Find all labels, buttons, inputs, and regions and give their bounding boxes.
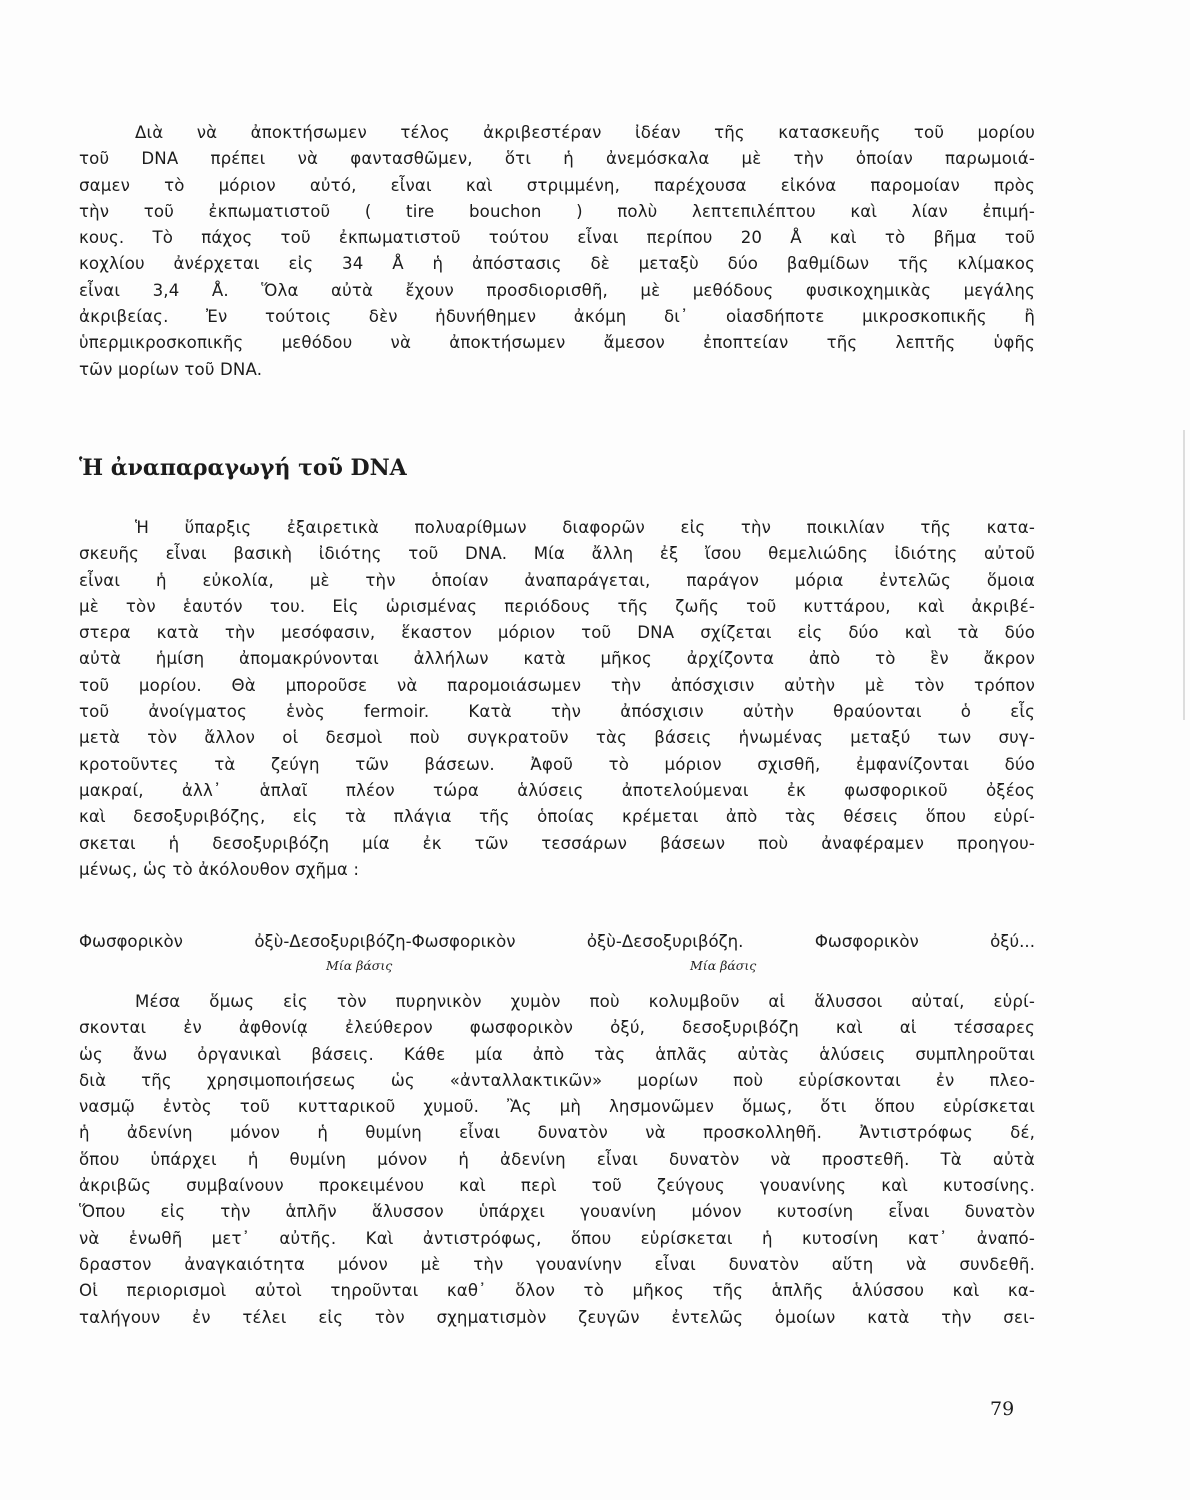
page-number: 79 xyxy=(990,1398,1015,1420)
text-line: διὰ τῆς χρησιμοποιήσεως ὡς «ἀνταλλακτικῶν» μορίων ποὺ εὑρίσκονται ἐν πλεο- xyxy=(79,1070,1035,1090)
text-line: τῶν μορίων τοῦ DNA. xyxy=(79,359,263,379)
text-line: δραστον ἀναγκαιότητα μόνον μὲ τὴν γουανίνην εἶναι δυνατὸν αὕτη νὰ συνδεθῆ. xyxy=(79,1254,1035,1274)
text-line: Ἡ ὕπαρξις ἐξαιρετικὰ πολυαρίθμων διαφορῶν εἰς τὴν ποικιλίαν τῆς κατα- xyxy=(135,518,1035,537)
text-line: ὑπερμικροσκοπικῆς μεθόδου νὰ ἀποκτήσωμεν ἄμεσον ἐποπτείαν τῆς λεπτῆς ὑφῆς xyxy=(79,333,1035,353)
paragraph-base-pairing xyxy=(79,989,1035,1331)
text-line: τοῦ μορίου. Θὰ μποροῦσε νὰ παρομοιάσωμεν τὴν ἀπόσχισιν αὐτὴν μὲ τὸν τρόπον xyxy=(79,675,1035,695)
text-line: ὡς ἄνω ὀργανικαὶ βάσεις. Κάθε μία ἀπὸ τὰς ἁπλᾶς αὐτὰς ἁλύσεις συμπληροῦται xyxy=(79,1044,1035,1064)
text-line: μὲ τὸν ἑαυτόν του. Εἰς ὡρισμένας περιόδους τῆς ζωῆς τοῦ κυττάρου, καὶ ἀκριβέ- xyxy=(79,596,1035,616)
text-line: σκονται ἐν ἀφθονίᾳ ἐλεύθερον φωσφορικὸν ὀξύ, δεσοξυριβόζη καὶ αἱ τέσσαρες xyxy=(79,1018,1035,1038)
paragraph-dna-replication xyxy=(79,515,1035,883)
text-line: τοῦ DNA πρέπει νὰ φαντασθῶμεν, ὅτι ἡ ἀνεμόσκαλα μὲ τὴν ὁποίαν παρωμοιά- xyxy=(79,149,1035,169)
text-line: σκευῆς εἶναι βασικὴ ἰδιότης τοῦ DNA. Μία ἄλλη ἐξ ἴσου θεμελιώδης ἰδιότης αὐτοῦ xyxy=(79,544,1035,564)
text-line: μακραί, ἀλλ᾽ ἁπλαῖ πλέον τώρα ἁλύσεις ἀποτελούμεναι ἐκ φωσφορικοῦ ὀξέος xyxy=(79,780,1035,800)
text-line: εἶναι 3,4 Å. Ὅλα αὐτὰ ἔχουν προσδιορισθῆ, μὲ μεθόδους φυσικοχημικὰς μεγάλης xyxy=(79,280,1035,300)
paragraph-helix-description xyxy=(79,120,1035,383)
text-line: τοῦ ἀνοίγματος ἑνὸς fermoir. Κατὰ τὴν ἀπόσχισιν αὐτὴν θραύονται ὁ εἷς xyxy=(79,702,1035,722)
text-line: Οἱ περιορισμοὶ αὐτοὶ τηροῦνται καθ᾽ ὅλον τὸ μῆκος τῆς ἁπλῆς ἁλύσσου καὶ κα- xyxy=(79,1281,1035,1301)
text-line: εἶναι ἡ εὐκολία, μὲ τὴν ὁποίαν ἀναπαράγεται, παράγον μόρια ἐντελῶς ὅμοια xyxy=(79,570,1035,590)
text-line: κροτοῦντες τὰ ζεύγη τῶν βάσεων. Ἀφοῦ τὸ μόριον σχισθῆ, ἐμφανίζονται δύο xyxy=(79,754,1035,774)
text-line: καὶ δεσοξυριβόζης, εἰς τὰ πλάγια τῆς ὁποίας κρέμεται ἀπὸ τὰς θέσεις ὅπου εὑρί- xyxy=(79,807,1035,827)
text-line: Ὅπου εἰς τὴν ἁπλῆν ἅλυσσον ὑπάρχει γουανίνη μόνον κυτοσίνη εἶναι δυνατὸν xyxy=(79,1202,1035,1222)
base-label: Μία βάσις xyxy=(326,958,393,973)
text-line: ὅπου ὑπάρχει ἡ θυμίνη μόνον ἡ ἀδενίνη εἶναι δυνατὸν νὰ προστεθῆ. Τὰ αὐτὰ xyxy=(79,1149,1035,1169)
text-line: μετὰ τὸν ἄλλον οἱ δεσμοὶ ποὺ συγκρατοῦν τὰς βάσεις ἡνωμένας μεταξύ των συγ- xyxy=(79,728,1035,748)
text-line: ἀκριβῶς συμβαίνουν προκειμένου καὶ περὶ τοῦ ζεύγους γουανίνης καὶ κυτοσίνης. xyxy=(79,1176,1035,1196)
text-line: τὴν τοῦ ἐκπωματιστοῦ ( tire bouchon ) πολὺ λεπτεπιλέπτου καὶ λίαν ἐπιμή- xyxy=(79,201,1035,221)
text-line: Διὰ νὰ ἀποκτήσωμεν τέλος ἀκριβεστέραν ἰδέαν τῆς κατασκευῆς τοῦ μορίου xyxy=(135,123,1035,142)
formula-line: Φωσφορικὸν ὀξὺ-Δεσοξυριβόζη-Φωσφορικὸν ὀξὺ-Δεσοξυριβόζη. Φωσφορικὸν ὀξύ... xyxy=(79,932,1035,951)
text-line: κοχλίου ἀνέρχεται εἰς 34 Å ἡ ἀπόστασις δὲ μεταξὺ δύο βαθμίδων τῆς κλίμακος xyxy=(79,254,1035,274)
text-line: Μέσα ὅμως εἰς τὸν πυρηνικὸν χυμὸν ποὺ κολυμβοῦν αἱ ἅλυσσοι αὐταί, εὑρί- xyxy=(135,992,1035,1011)
text-line: ταλήγουν ἐν τέλει εἰς τὸν σχηματισμὸν ζευγῶν ἐντελῶς ὁμοίων κατὰ τὴν σει- xyxy=(79,1307,1035,1327)
section-heading: Ἡ ἀναπαραγωγή τοῦ DNA xyxy=(79,455,407,481)
text-line: στερα κατὰ τὴν μεσόφασιν, ἕκαστον μόριον τοῦ DNA σχίζεται εἰς δύο καὶ τὰ δύο xyxy=(79,623,1035,643)
text-line: ἀκριβείας. Ἐν τούτοις δὲν ἠδυνήθημεν ἀκόμη δι᾽ οἱασδήποτε μικροσκοπικῆς ἢ xyxy=(79,307,1035,327)
text-line: σαμεν τὸ μόριον αὐτό, εἶναι καὶ στριμμένη, παρέχουσα εἰκόνα παρομοίαν πρὸς xyxy=(79,175,1035,195)
text-line: σκεται ἡ δεσοξυριβόζη μία ἐκ τῶν τεσσάρων βάσεων ποὺ ἀναφέραμεν προηγου- xyxy=(79,833,1035,853)
page-edge-shadow xyxy=(1183,430,1185,720)
text-line: αὐτὰ ἡμίση ἀπομακρύνονται ἀλλήλων κατὰ μῆκος ἀρχίζοντα ἀπὸ τὸ ἓν ἄκρον xyxy=(79,649,1035,669)
text-line: ἡ ἀδενίνη μόνον ἡ θυμίνη εἶναι δυνατὸν νὰ προσκολληθῆ. Ἀντιστρόφως δέ, xyxy=(79,1123,1035,1143)
text-line: νασμῷ ἐντὸς τοῦ κυτταρικοῦ χυμοῦ. Ἂς μὴ λησμονῶμεν ὅμως, ὅτι ὅπου εὑρίσκεται xyxy=(79,1097,1035,1117)
text-line: κους. Τὸ πάχος τοῦ ἐκπωματιστοῦ τούτου εἶναι περίπου 20 Å καὶ τὸ βῆμα τοῦ xyxy=(79,228,1035,248)
base-label: Μία βάσις xyxy=(690,958,757,973)
text-line: νὰ ἑνωθῆ μετ᾽ αὐτῆς. Καὶ ἀντιστρόφως, ὅπου εὑρίσκεται ἡ κυτοσίνη κατ᾽ ἀναπό- xyxy=(79,1228,1035,1248)
text-line: μένως, ὡς τὸ ἀκόλουθον σχῆμα : xyxy=(79,859,360,879)
